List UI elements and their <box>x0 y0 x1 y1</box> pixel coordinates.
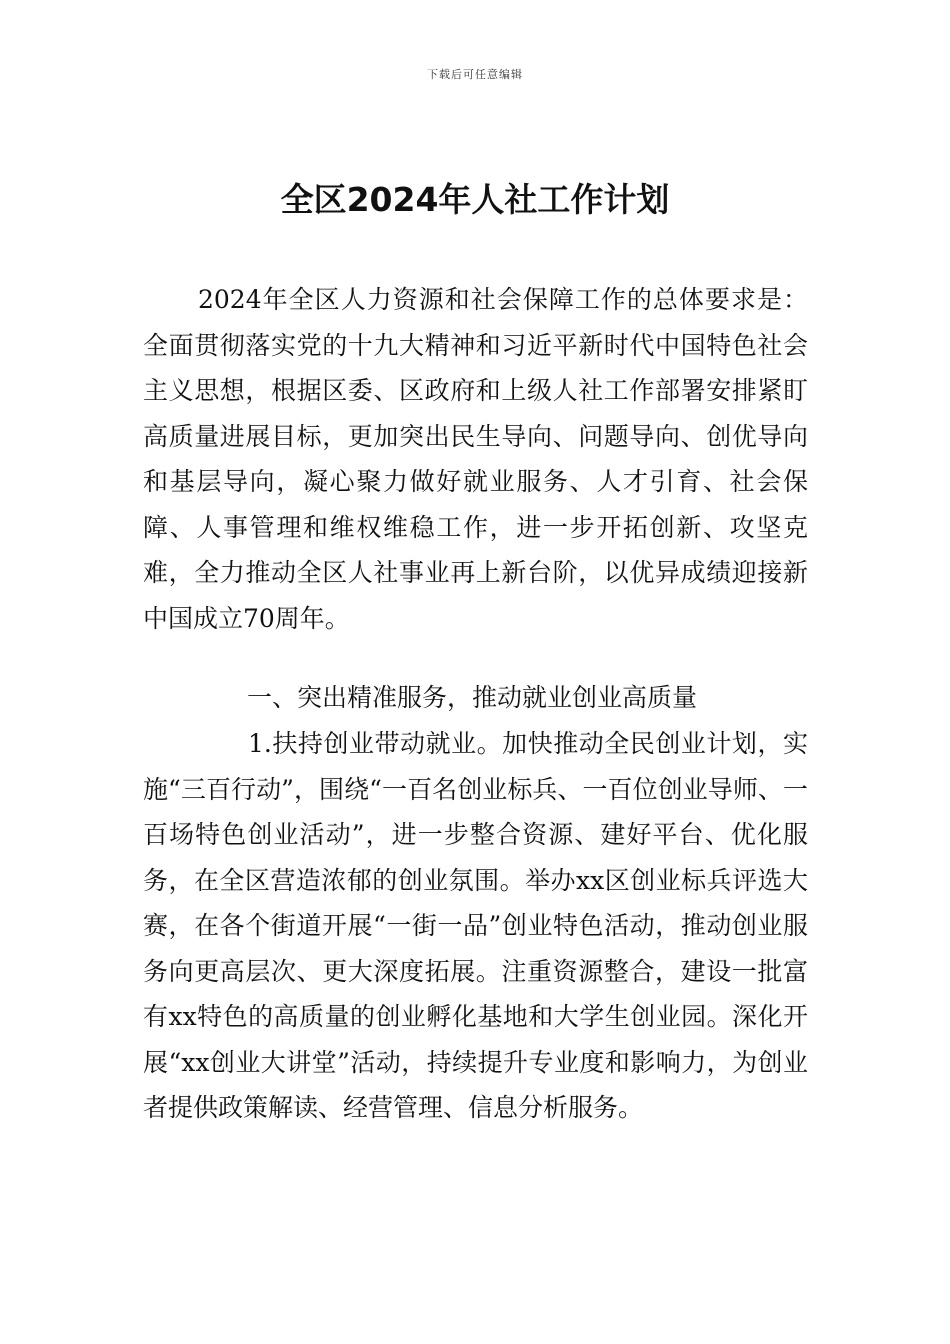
intro-paragraph: 2024年全区人力资源和社会保障工作的总体要求是：全面贯彻落实党的十九大精神和习近平新时代中国特色社会主义思想，根据区委、区政府和上级人社工作部署安排紧盯高质量进展目标，更加突出民生导向、问题导向、创优导向和基层导向，凝心聚力做好就业服务、人才引育、社会保障、人事管理和维权维稳工作，进一步开拓创新、攻坚克难，全力推动全区人社事业再上新台阶，以优异成绩迎接新中国成立70周年。 <box>143 285 808 633</box>
page-header-note: 下载后可任意编辑 <box>427 68 523 81</box>
item-paragraph: 1.扶持创业带动就业。加快推动全民创业计划，实施“三百行动”，围绕“一百名创业标兵、一百位创业导师、一百场特色创业活动”，进一步整合资源、建好平台、优化服务，在全区营造浓郁的创业氛围。举办xx区创业标兵评选大赛，在各个街道开展“一街一品”创业特色活动，推动创业服务向更高层次、更大深度拓展。注重资源整合，建设一批富有xx特色的高质量的创业孵化基地和大学生创业园。深化开展“xx创业大讲堂”活动，持续提升专业度和影响力，为创业者提供政策解读、经营管理、信息分析服务。 <box>143 729 808 1122</box>
section-heading: 一、突出精准服务，推动就业创业高质量 <box>247 683 698 712</box>
document-title: 全区2024年人社工作计划 <box>280 180 670 219</box>
